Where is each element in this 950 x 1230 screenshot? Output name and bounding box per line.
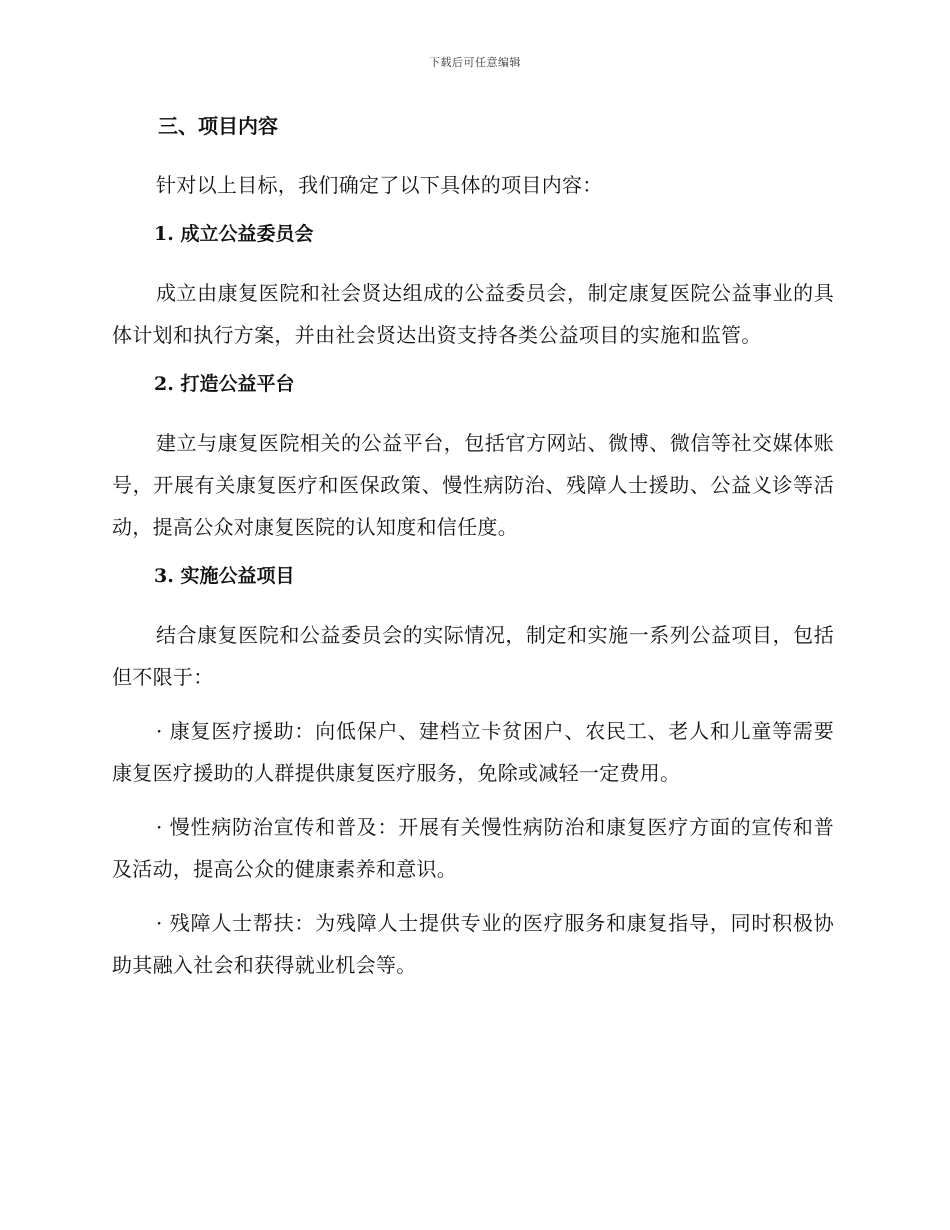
bullet-chronic-disease: · 慢性病防治宣传和普及：开展有关慢性病防治和康复医疗方面的宣传和普及活动，提高公众的健康素养和意识。 (112, 815, 834, 881)
intro-paragraph: 针对以上目标，我们确定了以下具体的项目内容： (156, 173, 603, 197)
item-2-paragraph: 建立与康复医院相关的公益平台，包括官方网站、微博、微信等社交媒体账号，开展有关康复医疗和医保政策、慢性病防治、残障人士援助、公益义诊等活动，提高公众对康复医院的认知度和信任度。 (112, 431, 834, 539)
bullet-rehab-aid: · 康复医疗援助：向低保户、建档立卡贫困户、农民工、老人和儿童等需要康复医疗援助的人群提供康复医疗服务，免除或减轻一定费用。 (112, 719, 834, 785)
item-1-paragraph: 成立由康复医院和社会贤达组成的公益委员会，制定康复医院公益事业的具体计划和执行方案，并由社会贤达出资支持各类公益项目的实施和监管。 (112, 281, 834, 347)
item-1-title: 1. 成立公益委员会 (154, 223, 314, 245)
item-3-title: 3. 实施公益项目 (154, 565, 295, 587)
section-title: 三、项目内容 (158, 114, 278, 138)
item-3-paragraph: 结合康复医院和公益委员会的实际情况，制定和实施一系列公益项目，包括但不限于： (112, 623, 834, 689)
document-body (112, 110, 834, 998)
item-2-title: 2. 打造公益平台 (154, 373, 295, 395)
bullet-disability-support: · 残障人士帮扶：为残障人士提供专业的医疗服务和康复指导，同时积极协助其融入社会和获得就业机会等。 (112, 911, 834, 977)
header-note: 下载后可任意编辑 (429, 56, 521, 69)
